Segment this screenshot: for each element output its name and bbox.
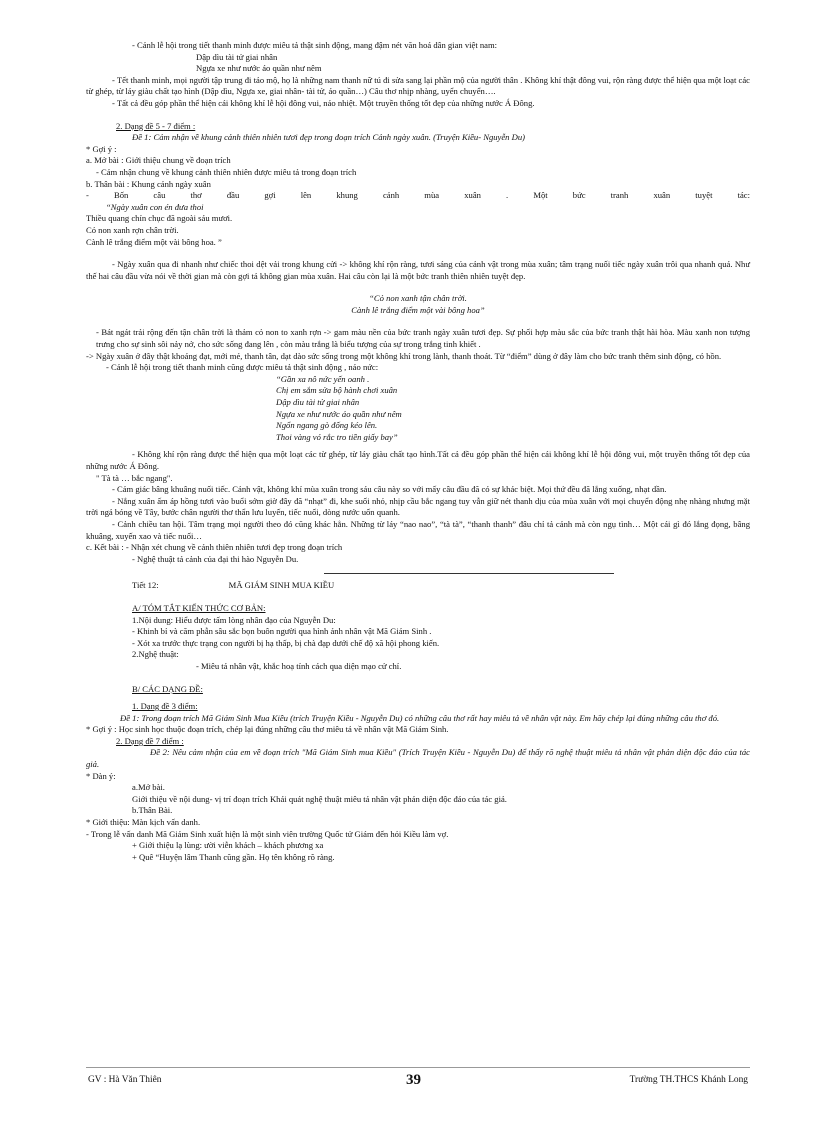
section-heading: A/ TÓM TẮT KIẾN THỨC CƠ BẢN:: [132, 602, 266, 613]
lesson-name: MÃ GIÁM SINH MUA KIỀU: [228, 580, 335, 591]
paragraph: - Ngày xuân qua đi nhanh như chiếc thoi dệt vải trong khung cửi -> không khí rộn ràng, tươi sáng của cảnh vật trong mùa xuân; tâm trạng nuối tiếc ngày xuân trôi qua nhanh quá. Như thế hai câu đầu vừa nói về thời gian mà còn gợi tả không gian mùa xuân. Hai câu còn lại là một bức tranh thiên nhiên tuyệt đẹp.: [86, 259, 750, 281]
lesson-number: Tiết 12:: [132, 580, 159, 591]
paragraph: - Tết thanh minh, mọi người tập trung đi tảo mộ, họ là những nam thanh nữ tú đi sửa sang lại phần mộ của người thân . Không khí thật đông vui, rộn ràng được thể hiện qua một loạt các từ ghép, từ láy giàu chất tạo hình (Dập dìu, Ngựa xe, giai nhân- tài tử, áo quần…) Câu thơ nhịp nhàng, uyển chuyển….: [86, 74, 750, 97]
poem-line: Dập dìu tài tử giai nhân: [276, 397, 360, 408]
poem-line: “Gần xa nô nức yến oanh .: [276, 373, 370, 384]
text-line: - Miêu tả nhân vật, khắc hoạ tính cách qua diện mạo cử chỉ.: [196, 660, 402, 671]
quote-line: Cành lê trắng điểm một vài bông hoa”: [351, 304, 485, 315]
text-line: * Giới thiệu: Màn kịch vấn danh.: [86, 817, 201, 828]
question: Đề 2: Nêu cảm nhận của em về đoạn trích "Mã Giám Sinh mua Kiều" (Trích Truyện Kiều - Nguyễn Du) để thấy rõ nghệ thuật miêu tả nhân vật phản diện độc đáo của tác giả.: [86, 747, 750, 770]
poem-line: Ngựa xe như nước áo quần như nêm: [276, 408, 402, 419]
poem-line: Thiều quang chín chục đã ngoài sáu mươi.: [86, 213, 233, 224]
paragraph: -> Ngày xuân ở đây thật khoáng đạt, mới mẻ, thanh tân, dạt dào sức sống trong một không khí trong lành, thanh thoát. Từ “điểm” dùng ở đây làm cho bức tranh thêm sinh động, có hồn.: [86, 350, 722, 361]
paragraph: - Tất cả đều góp phần thể hiện cái không khí lễ hội đông vui, náo nhiệt. Một truyền thống tốt đẹp của những nước Á Đông.: [112, 97, 535, 108]
paragraph: - Cảm giác bâng khuâng nuối tiếc. Cảnh vật, không khí mùa xuân trong sáu câu này so với mấy câu đầu đã có sự khác biệt. Mọi thứ đều đã lắng xuống, nhạt dần.: [112, 484, 667, 495]
text-line: - Nghệ thuật tả cảnh của đại thi hào Nguyễn Du.: [132, 553, 299, 564]
text-line: * Gợi ý :: [86, 143, 117, 154]
text-line: * Gợi ý : Học sinh học thuộc đoạn trích, chép lại đúng những câu thơ miêu tả về nhân vật Mã Giám Sinh.: [86, 724, 449, 735]
text-line: a.Mở bài.: [132, 782, 165, 793]
page-number: 39: [406, 1072, 421, 1088]
lesson-title: [86, 580, 750, 592]
teacher-name: GV : Hà Văn Thiên: [88, 1075, 162, 1085]
quote-line: “Cỏ non xanh tận chân trời.: [369, 293, 467, 304]
text-line: - Trong lễ vấn danh Mã Giám Sinh xuất hiện là một sinh viên trường Quốc tử Giám đến hỏi Kiều làm vợ.: [86, 828, 449, 839]
text-line: * Dàn ý:: [86, 770, 116, 781]
paragraph: - Cảnh chiều tan hội. Tâm trạng mọi người theo đó cũng khác hẳn. Những từ láy “nao nao”, “tà tà”, “thanh thanh” đâu chỉ tả cảnh mà còn ngụ tình… Một cái gì đó lắng đọng, bâng khuâng, xuyến xao và tiếc nuối…: [86, 518, 750, 541]
poem-line: Chị em sắm sửa bộ hành chơi xuân: [276, 385, 398, 396]
text-line: - Bốn câu thơ đầu gợi lên khung cảnh mùa xuân . Một bức tranh xuân tuyệt tác:: [86, 190, 750, 201]
school-name: Trường TH.THCS Khánh Long: [629, 1075, 748, 1085]
text-line: + Giới thiệu lạ lùng: ười viễn khách – khách phương xa: [132, 840, 324, 851]
paragraph: - Bát ngát trải rộng đến tận chân trời là thảm cỏ non to xanh rợn -> gam màu nền của bức tranh ngày xuân tươi đẹp. Sự phối hợp màu sắc của bức tranh thật hài hòa. Màu xanh non tượng trưng cho sự sinh sôi nảy nở, cho sức sống đang lên , còn màu trắng là biểu tượng của sự trong trắng tinh khiết .: [96, 327, 750, 350]
question: Đề 1: Cảm nhận về khung cảnh thiên nhiên tươi đẹp trong đoạn trích Cảnh ngày xuân. (Truyện Kiều- Nguyễn Du): [132, 132, 525, 143]
page-footer: [86, 1067, 750, 1098]
poem-line: Dập dìu tài tử giai nhân: [196, 51, 278, 62]
text-line: - Cảnh lễ hội trong tiết thanh minh cũng được miêu tả thật sinh động , náo nức:: [106, 362, 379, 373]
poem-line: Cỏ non xanh rợn chân trời.: [86, 224, 179, 235]
section-heading: 1. Dạng đề 3 điểm:: [132, 701, 198, 712]
text-line: a. Mở bài : Giới thiệu chung về đoạn trích: [86, 155, 231, 166]
text-line: b.Thân Bài.: [132, 805, 173, 816]
text-line: Giới thiệu về nội dung- vị trí đoạn trích Khái quát nghệ thuật miêu tả nhân vật phản diện độc đáo của tác giả.: [132, 793, 507, 804]
section-heading: 2. Dạng đề 5 - 7 điểm :: [116, 120, 196, 131]
poem-line: Ngổn ngang gò đống kéo lên.: [276, 420, 378, 431]
divider: [324, 573, 614, 574]
text-line: " Tà tà … bắc ngang".: [96, 472, 173, 483]
text-line: - Xót xa trước thực trạng con người bị hạ thấp, bị chà đạp dưới chế độ xã hội phong kiến.: [132, 637, 440, 648]
poem-line: Cành lê trắng điểm một vài bông hoa. ”: [86, 236, 222, 247]
text-line: - Khinh bỉ và căm phẫn sâu sắc bọn buôn người qua hình ảnh nhân vật Mã Giám Sinh .: [132, 626, 432, 637]
section-heading: 2. Dạng đề 7 điểm :: [116, 735, 184, 746]
poem-line: Ngựa xe như nước áo quần như nêm: [196, 63, 322, 74]
poem-line: “Ngày xuân con én đưa thoi: [106, 201, 204, 212]
text-line: c. Kết bài : - Nhận xét chung về cảnh thiên nhiên tươi đẹp trong đoạn trích: [86, 542, 343, 553]
text-line: b. Thân bài : Khung cảnh ngày xuân: [86, 178, 211, 189]
text-line: 2.Nghệ thuật:: [132, 649, 179, 660]
page-content: [86, 40, 750, 863]
paragraph: - Không khí rộn ràng được thể hiện qua một loạt các từ ghép, từ láy giàu chất tạo hình.Tất cả đều góp phần thể hiện cái không khí lễ hội đông vui, một truyền thống tốt đẹp của những nước Á Đông.: [86, 449, 750, 471]
text-line: + Quê “Huyện lâm Thanh cũng gần. Họ tên không rõ ràng.: [132, 851, 335, 862]
question: Đề 1: Trong đoạn trích Mã Giám Sinh Mua Kiều (trích Truyện Kiều - Nguyễn Du) có những câu thơ rất hay miêu tả về nhân vật này. Em hãy chép lại đúng những câu thơ đó.: [120, 712, 720, 723]
paragraph: - Nắng xuân ấm áp hồng tươi vào buổi sớm giờ đây đã “nhạt” đi, khe suối nhỏ, nhịp cầu bắc ngang tuy vẫn giữ nét thanh dịu của mùa xuân với mọi chuyển động nhẹ nhàng nhưng mặt trời ngả bóng về Tây, bước chân người thơ thẩn lưu luyến, tiếc nuối, dòng nước uốn quanh.: [86, 495, 750, 518]
section-heading: B/ CÁC DẠNG ĐỀ:: [132, 683, 203, 694]
text-line: - Cảm nhận chung về khung cảnh thiên nhiên được miêu tả trong đoạn trích: [96, 166, 357, 177]
text-line: - Cảnh lễ hội trong tiết thanh minh được miêu tả thật sinh động, mang đậm nét văn hoá dân gian việt nam:: [132, 40, 498, 50]
poem-line: Thoi vàng vó rắc tro tiền giấy bay”: [276, 431, 398, 442]
text-line: 1.Nội dung: Hiểu được tấm lòng nhân đạo của Nguyễn Du:: [132, 614, 336, 625]
